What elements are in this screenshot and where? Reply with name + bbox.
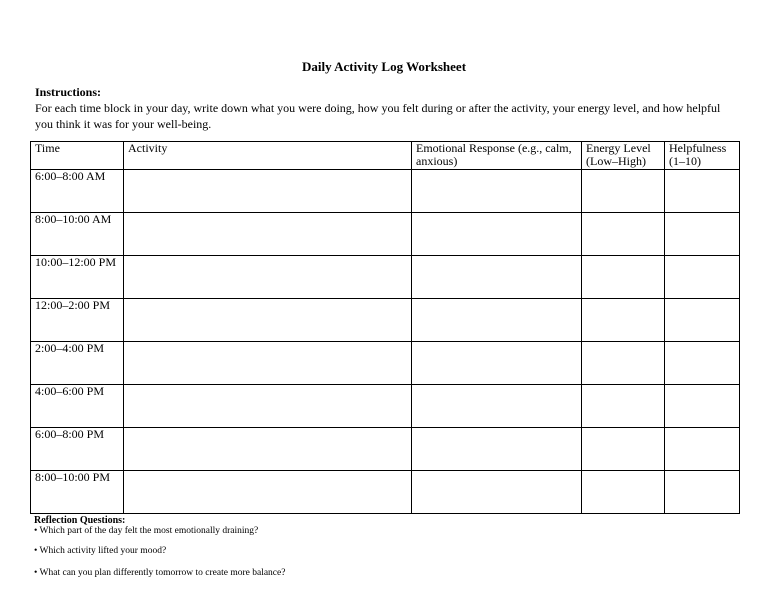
- table-row: [31, 256, 740, 299]
- time-cell: 6:00–8:00 PM: [31, 428, 124, 471]
- activity-cell[interactable]: [124, 428, 412, 471]
- energy-level-cell[interactable]: [582, 428, 665, 471]
- reflection-question: • Which activity lifted your mood?: [34, 546, 167, 556]
- activity-cell[interactable]: [124, 256, 412, 299]
- header-helpfulness: Helpfulness (1–10): [665, 142, 740, 170]
- table-row: [31, 428, 740, 471]
- time-cell: 4:00–6:00 PM: [31, 385, 124, 428]
- header-activity: Activity: [124, 142, 412, 170]
- emotional-response-cell[interactable]: [412, 385, 582, 428]
- emotional-response-cell[interactable]: [412, 170, 582, 213]
- table-row: [31, 385, 740, 428]
- time-cell: 8:00–10:00 AM: [31, 213, 124, 256]
- emotional-response-cell[interactable]: [412, 256, 582, 299]
- page-title: Daily Activity Log Worksheet: [301, 59, 467, 74]
- emotional-response-cell[interactable]: [412, 342, 582, 385]
- table-row: [31, 299, 740, 342]
- reflection-heading: Reflection Questions:: [34, 515, 126, 526]
- reflection-question: • What can you plan differently tomorrow to create more balance?: [34, 568, 286, 578]
- helpfulness-cell[interactable]: [665, 256, 740, 299]
- instructions-text: For each time block in your day, write down what you were doing, how you felt during or after the activity, your energy level, and how helpful you think it was for your well-being.: [35, 101, 721, 131]
- activity-cell[interactable]: [124, 299, 412, 342]
- helpfulness-cell[interactable]: [665, 428, 740, 471]
- activity-cell[interactable]: [124, 342, 412, 385]
- helpfulness-cell[interactable]: [665, 170, 740, 213]
- table-header-row: [31, 142, 740, 170]
- helpfulness-cell[interactable]: [665, 342, 740, 385]
- table-row: [31, 471, 740, 514]
- table-row: [31, 213, 740, 256]
- emotional-response-cell[interactable]: [412, 471, 582, 514]
- helpfulness-cell[interactable]: [665, 213, 740, 256]
- emotional-response-cell[interactable]: [412, 299, 582, 342]
- energy-level-cell[interactable]: [582, 342, 665, 385]
- energy-level-cell[interactable]: [582, 170, 665, 213]
- instructions-heading: Instructions:: [35, 85, 102, 99]
- helpfulness-cell[interactable]: [665, 471, 740, 514]
- time-cell: 6:00–8:00 AM: [31, 170, 124, 213]
- energy-level-cell[interactable]: [582, 471, 665, 514]
- table-row: [31, 342, 740, 385]
- reflection-question: • Which part of the day felt the most emotionally draining?: [34, 526, 259, 536]
- activity-cell[interactable]: [124, 213, 412, 256]
- helpfulness-cell[interactable]: [665, 299, 740, 342]
- header-time: Time: [31, 142, 124, 170]
- table-row: [31, 170, 740, 213]
- activity-cell[interactable]: [124, 170, 412, 213]
- time-cell: 12:00–2:00 PM: [31, 299, 124, 342]
- activity-log-table: [30, 141, 740, 514]
- header-emotional-response: Emotional Response (e.g., calm, anxious): [412, 142, 582, 170]
- header-energy-level: Energy Level (Low–High): [582, 142, 665, 170]
- activity-cell[interactable]: [124, 471, 412, 514]
- time-cell: 2:00–4:00 PM: [31, 342, 124, 385]
- energy-level-cell[interactable]: [582, 385, 665, 428]
- emotional-response-cell[interactable]: [412, 213, 582, 256]
- helpfulness-cell[interactable]: [665, 385, 740, 428]
- emotional-response-cell[interactable]: [412, 428, 582, 471]
- time-cell: 10:00–12:00 PM: [31, 256, 124, 299]
- energy-level-cell[interactable]: [582, 256, 665, 299]
- activity-cell[interactable]: [124, 385, 412, 428]
- time-cell: 8:00–10:00 PM: [31, 471, 124, 514]
- energy-level-cell[interactable]: [582, 213, 665, 256]
- energy-level-cell[interactable]: [582, 299, 665, 342]
